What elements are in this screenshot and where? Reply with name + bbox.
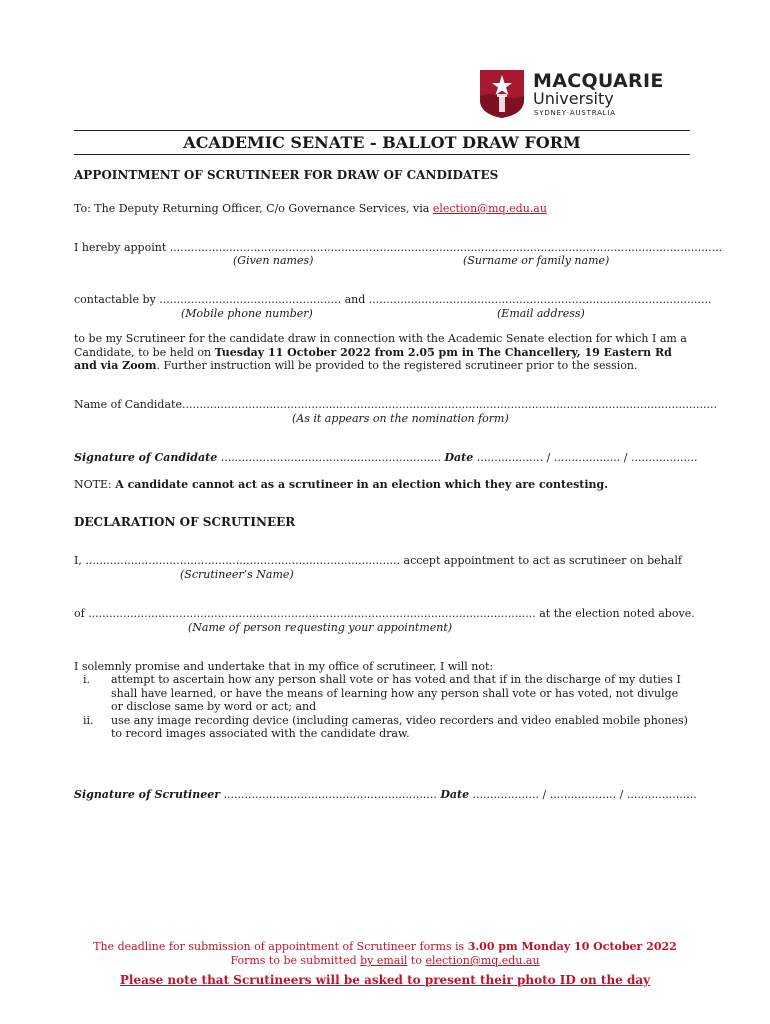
by-email-link[interactable]: by email xyxy=(360,954,408,967)
appoint-field[interactable]: I hereby appoint .............................................................................................................................................................. xyxy=(74,241,723,254)
to-line xyxy=(74,202,547,215)
deadline-prefix: The deadline for submission of appointment of Scrutineer forms is xyxy=(93,940,468,953)
promise-text: I solemnly promise and undertake that in my office of scrutineer, I will not: xyxy=(74,660,494,673)
deadline-date: 3.00 pm Monday 10 October 2022 xyxy=(467,940,677,953)
email-caption: (Email address) xyxy=(497,307,585,320)
body-text-1: to be my Scrutineer for the candidate draw in connection with the Academic Senate election for which I am a Candidate, to be held on xyxy=(74,332,687,359)
event-details: Tuesday 11 October 2022 from 2.05 pm in The Chancellery, 19 Eastern Rd and via Zoom xyxy=(74,345,672,372)
submit-to: to xyxy=(407,954,426,967)
scrutineer-signature-dots: ............................................................. xyxy=(220,788,441,801)
submit-prefix: Forms to be submitted xyxy=(230,954,361,967)
appointment-heading: APPOINTMENT OF SCRUTINEER FOR DRAW OF CANDIDATES xyxy=(74,168,499,182)
candidate-date-label: Date xyxy=(444,451,474,464)
contact-field[interactable]: contactable by .................................................... and .................................................................................................. xyxy=(74,293,712,306)
election-email-link[interactable]: election@mq.edu.au xyxy=(432,202,547,215)
candidate-signature-line[interactable] xyxy=(74,451,697,464)
declaration-heading: DECLARATION OF SCRUTINEER xyxy=(74,515,296,529)
deadline-note xyxy=(0,940,770,953)
title-bottom-rule xyxy=(74,154,690,155)
logo-name: MACQUARIE xyxy=(533,70,664,92)
body-text-2: . Further instruction will be provided to the registered scrutineer prior to the session. xyxy=(156,359,638,372)
requester-field[interactable]: of ................................................................................................................................ at the election noted above. xyxy=(74,607,695,620)
to-prefix: To: The Deputy Returning Officer, C/o Governance Services, via xyxy=(74,202,433,215)
macquarie-logo xyxy=(480,70,664,118)
as-appears-caption: (As it appears on the nomination form) xyxy=(292,412,509,425)
page-title: ACADEMIC SENATE - BALLOT DRAW FORM xyxy=(183,133,581,152)
given-names-caption: (Given names) xyxy=(233,254,314,267)
logo-university: University xyxy=(533,89,614,108)
title-top-rule xyxy=(74,130,690,131)
list-item xyxy=(74,673,692,714)
candidate-name-field[interactable]: Name of Candidate......................................................................................................................................................... xyxy=(74,398,717,411)
candidate-signature-dots: ............................................................... xyxy=(217,451,445,464)
list-item-number: ii. xyxy=(83,713,94,727)
scrutineer-name-field[interactable]: I, .......................................................................................... accept appointment to act as scrutineer on behalf xyxy=(74,554,682,567)
mobile-caption: (Mobile phone number) xyxy=(181,307,313,320)
scrutineer-date-dots: ................... / ................... / .................... xyxy=(469,788,697,801)
note-prefix: NOTE: xyxy=(74,478,116,491)
footer-email-link[interactable]: election@mq.edu.au xyxy=(425,954,540,967)
logo-location: SYDNEY·AUSTRALIA xyxy=(534,109,616,117)
note-line xyxy=(74,478,608,491)
list-item-text: use any image recording device (including cameras, video recorders and video enabled mobile phones) to record images associated with the candidate draw. xyxy=(111,713,688,740)
surname-caption: (Surname or family name) xyxy=(463,254,610,267)
scrutineer-signature-label: Signature of Scrutineer xyxy=(74,788,221,801)
photo-id-note: Please note that Scrutineers will be asked to present their photo ID on the day xyxy=(119,973,651,987)
scrutineer-signature-line[interactable] xyxy=(74,788,697,801)
candidate-signature-label: Signature of Candidate xyxy=(74,451,218,464)
scrutineer-name-caption: (Scrutineer’s Name) xyxy=(180,568,294,581)
candidate-date-dots: ................... / ................... / ................... xyxy=(473,451,698,464)
requester-caption: (Name of person requesting your appointment) xyxy=(188,621,453,634)
appointment-body xyxy=(74,332,692,373)
submit-note xyxy=(0,954,770,967)
note-text: A candidate cannot act as a scrutineer in an election which they are contesting. xyxy=(115,478,609,491)
list-item-text: attempt to ascertain how any person shall vote or has voted and that if in the discharge of my duties I shall have learned, or have the means of learning how any person shall vote or has voted, not divulge or disclose same by word or act; and xyxy=(111,673,681,713)
university-crest-icon xyxy=(480,70,524,118)
scrutineer-date-label: Date xyxy=(440,788,470,801)
list-item xyxy=(74,714,692,741)
list-item-number: i. xyxy=(83,673,91,686)
undertakings-list xyxy=(74,673,692,741)
